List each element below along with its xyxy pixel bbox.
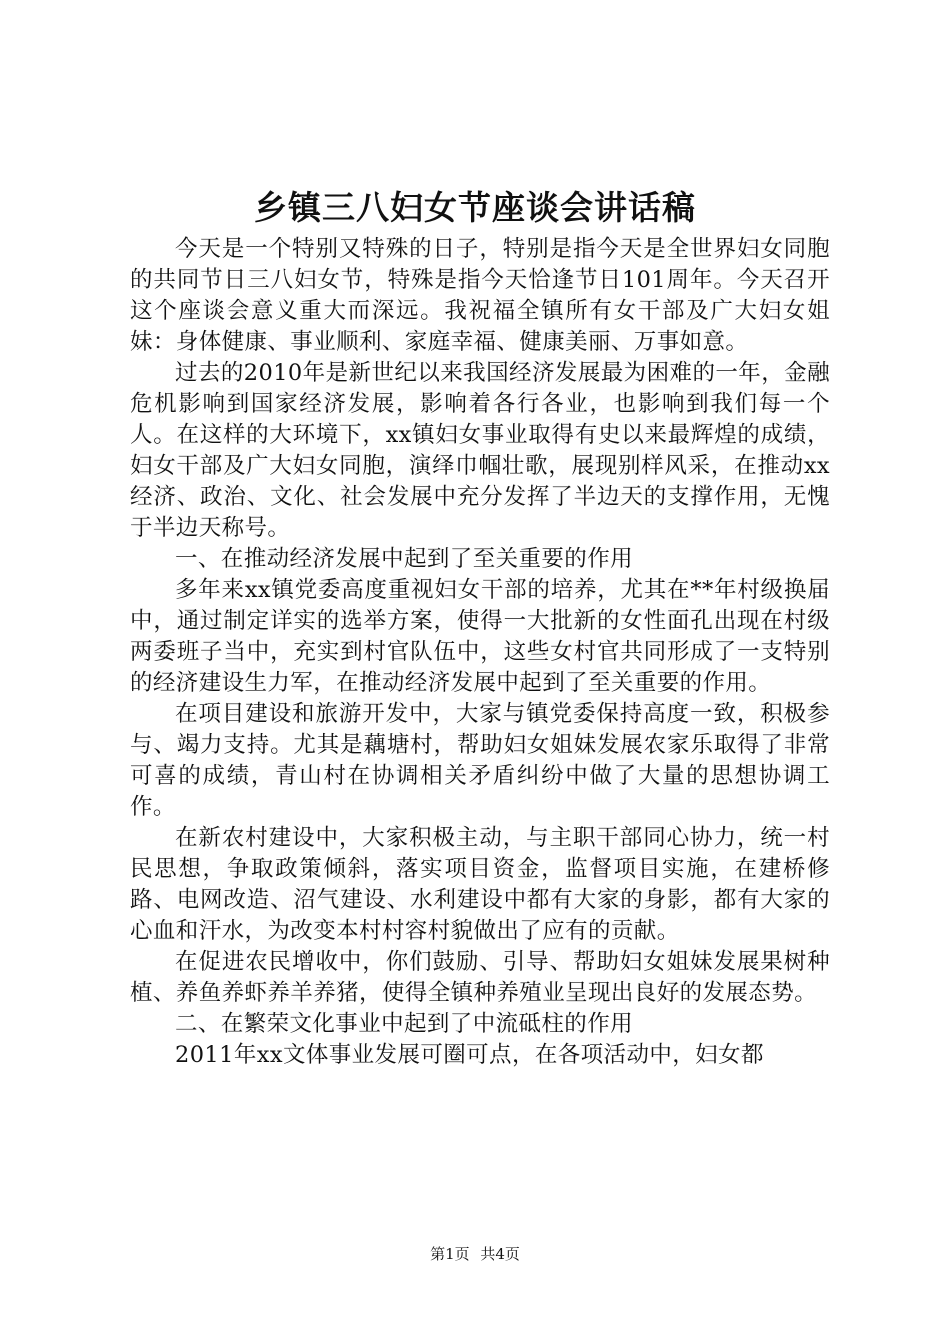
paragraph-review-2010: 过去的2010年是新世纪以来我国经济发展最为困难的一年，金融危机影响到国家经济发展，影响着各行各业，也影响到我们每一个人。在这样的大环境下，xx镇妇女事业取得有史以来最辉煌的成绩，妇女干部及广大妇女同胞，演绎巾帼壮歌，展现别样风采，在推动xx经济、政治、文化、社会发展中充分发挥了半边天的支撑作用，无愧于半边天称号。 (130, 360, 830, 541)
section-heading-culture: 二、在繁荣文化事业中起到了中流砥柱的作用 (175, 1011, 634, 1037)
document-title: 乡镇三八妇女节座谈会讲话稿 (254, 188, 696, 227)
section-heading-economy: 一、在推动经济发展中起到了至关重要的作用 (175, 546, 634, 572)
paragraph-new-countryside: 在新农村建设中，大家积极主动，与主职干部同心协力，统一村民思想，争取政策倾斜，落实项目资金，监督项目实施，在建桥修路、电网改造、沼气建设、水利建设中都有大家的身影，都有大家的心血和汗水，为改变本村村容村貌做出了应有的贡献。 (130, 825, 830, 944)
page-number: 第1页 (430, 1245, 470, 1263)
paragraph-village-cadres: 多年来xx镇党委高度重视妇女干部的培养，尤其在**年村级换届中，通过制定详实的选举方案，使得一大批新的女性面孔出现在村级两委班子当中，充实到村官队伍中，这些女村官共同形成了一支特别的经济建设生力军，在推动经济发展中起到了至关重要的作用。 (130, 577, 830, 696)
paragraph-project-tourism: 在项目建设和旅游开发中，大家与镇党委保持高度一致，积极参与、竭力支持。尤其是藕塘村，帮助妇女姐妹发展农家乐取得了非常可喜的成绩，青山村在协调相关矛盾纠纷中做了大量的思想协调工作。 (130, 701, 830, 820)
paragraph-farmer-income: 在促进农民增收中，你们鼓励、引导、帮助妇女姐妹发展果树种植、养鱼养虾养羊养猪，使得全镇种养殖业呈现出良好的发展态势。 (130, 949, 830, 1006)
page-total: 共4页 (480, 1245, 520, 1263)
paragraph-greeting: 今天是一个特别又特殊的日子，特别是指今天是全世界妇女同胞的共同节日三八妇女节，特殊是指今天恰逢节日101周年。今天召开这个座谈会意义重大而深远。我祝福全镇所有女干部及广大妇女姐妹：身体健康、事业顺利、家庭幸福、健康美丽、万事如意。 (130, 236, 830, 355)
page-footer (0, 1244, 950, 1264)
paragraph-culture-2011: 2011年xx文体事业发展可圈可点，在各项活动中，妇女都 (175, 1042, 764, 1068)
document-body (130, 234, 830, 1071)
